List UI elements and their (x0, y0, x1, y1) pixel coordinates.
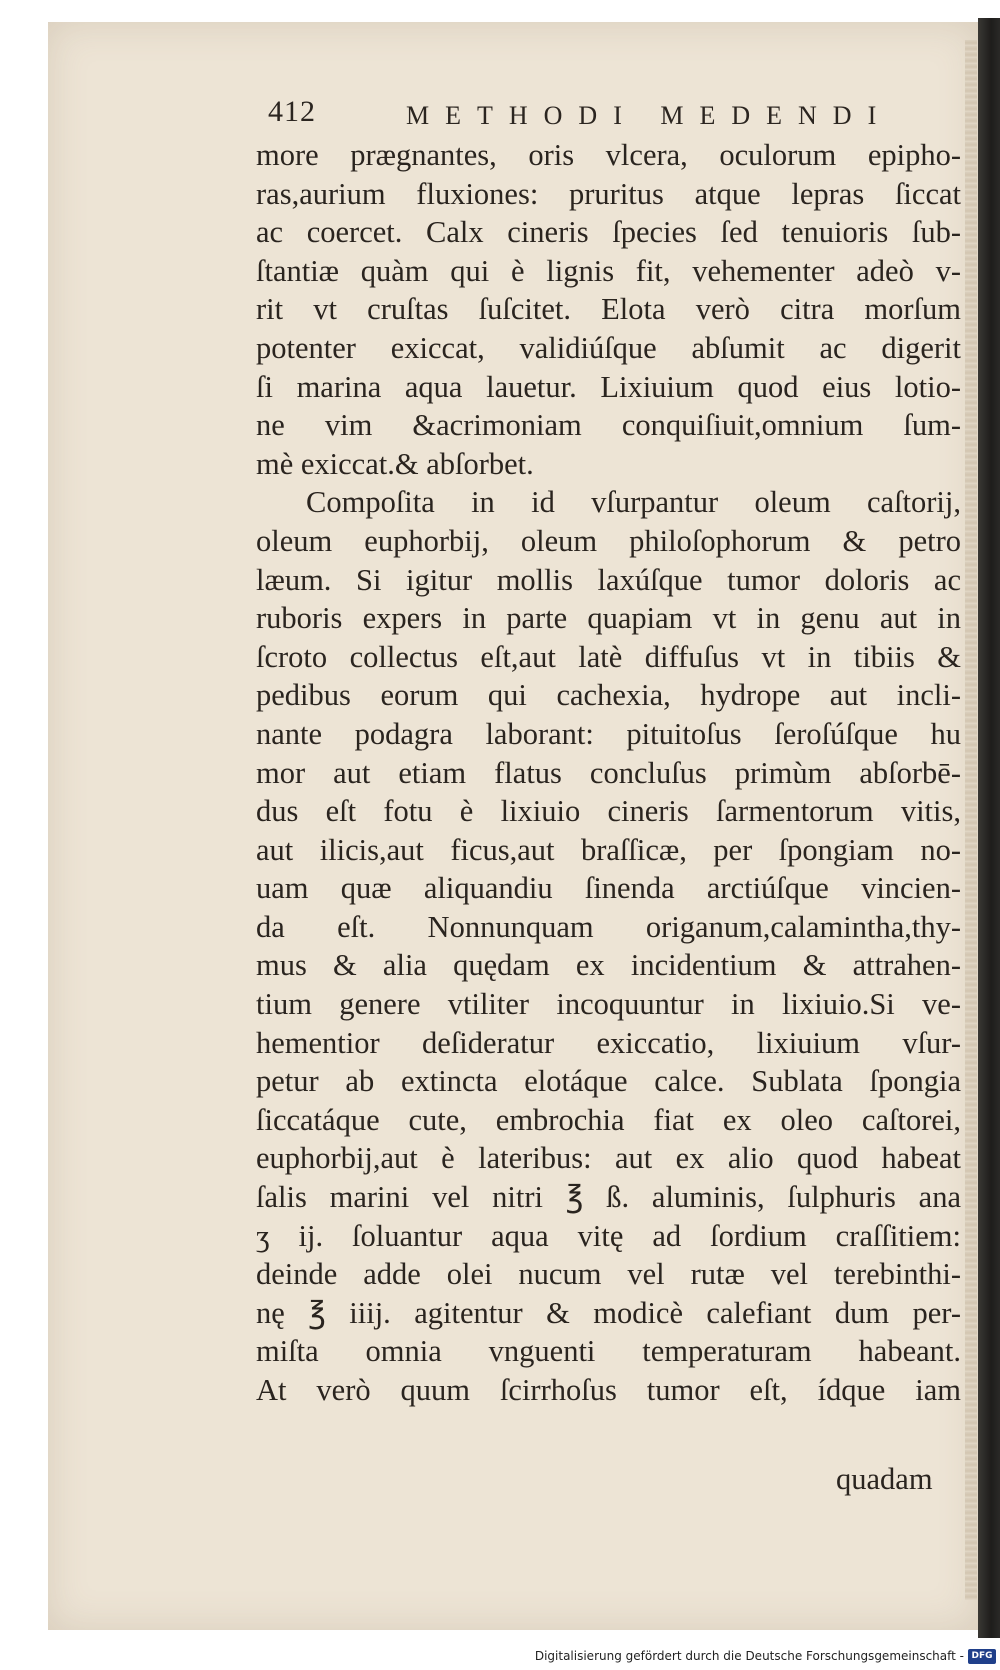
text-line: ſalis marini vel nitri ℥ ß. aluminis, ſulphuris ana (256, 1180, 961, 1215)
text-line: læum. Si igitur mollis laxúſque tumor doloris ac (256, 562, 961, 597)
body-text (256, 136, 961, 1410)
text-line: nę ℥ iiij. agitentur & modicè calefiant dum per- (256, 1295, 961, 1330)
book-gutter (978, 18, 1000, 1638)
text-line: tium genere vtiliter incoquuntur in lixiuio.Si ve- (256, 987, 961, 1022)
text-line: hementior deſideratur exiccatio, lixiuium vſur- (256, 1025, 961, 1060)
text-line: ne vim &acrimoniam conquiſiuit,omnium ſum- (256, 408, 961, 443)
running-title: METHODI MEDENDI (406, 101, 893, 130)
text-line: ſi marina aqua lauetur. Lixiuium quod eius lotio- (256, 369, 961, 404)
catchword: quadam (836, 1462, 933, 1496)
text-line: mè exiccat.& abſorbet. (256, 446, 534, 481)
text-line: da eſt. Nonnunquam origanum,calamintha,thy- (256, 909, 961, 944)
text-line: oleum euphorbij, oleum philoſophorum & petro (256, 523, 961, 558)
text-line: ac coercet. Calx cineris ſpecies ſed tenuioris ſub- (256, 215, 961, 250)
text-line: ſcroto collectus eſt,aut latè diffuſus vt in tibiis & (256, 639, 961, 674)
text-line: rit vt cruſtas ſuſcitet. Elota verò citra morſum (256, 292, 961, 327)
text-line: more prægnantes, oris vlcera, oculorum epipho- (256, 138, 961, 172)
page-header (268, 95, 958, 135)
text-line: ras,aurium fluxiones: pruritus atque lepras ſiccat (256, 176, 961, 211)
text-line: ʒ ij. ſoluantur aqua vitę ad ſordium craſſitiem: (256, 1218, 961, 1253)
text-line: potenter exiccat, validiúſque abſumit ac digerit (256, 330, 961, 365)
text-line: ruboris expers in parte quapiam vt in genu aut in (256, 601, 961, 636)
text-line: nante podagra laborant: pituitoſus ſeroſúſque hu (256, 716, 961, 751)
text-line: ſiccatáque cute, embrochia fiat ex oleo caſtorei, (256, 1102, 961, 1137)
text-line: uam quæ aliquandiu ſinenda arctiúſque vincien- (256, 871, 961, 906)
text-line: euphorbij,aut è lateribus: aut ex alio quod habeat (256, 1141, 961, 1176)
text-line: aut ilicis,aut ficus,aut braſſicæ, per ſpongiam no- (256, 832, 961, 867)
text-line: mus & alia quędam ex incidentium & attrahen- (256, 948, 961, 983)
text-line: mor aut etiam flatus concluſus primùm abſorbē- (256, 755, 961, 790)
dfg-logo: DFG (968, 1649, 996, 1664)
text-line: At verò quum ſcirrhoſus tumor eſt, ídque iam (256, 1373, 961, 1407)
paragraph-start-line: Compoſita in id vſurpantur oleum caſtorij, (306, 485, 961, 520)
funding-credit: Digitalisierung gefördert durch die Deutsche Forschungsgemeinschaft - (534, 1649, 964, 1663)
digitization-footer (0, 1645, 1000, 1670)
page-edges (965, 40, 977, 1600)
text-line: dus eſt fotu è lixiuio cineris ſarmentorum vitis, (256, 794, 961, 829)
page-number: 412 (268, 95, 316, 128)
text-line: miſta omnia vnguenti temperaturam habeant. (256, 1334, 961, 1369)
text-line: pedibus eorum qui cachexia, hydrope aut incli- (256, 678, 961, 713)
text-line: deinde adde olei nucum vel rutæ vel terebinthi- (256, 1257, 961, 1292)
text-line: ſtantiæ quàm qui è lignis fit, vehementer adeò v- (256, 253, 961, 288)
text-line: petur ab extincta elotáque calce. Sublata ſpongia (256, 1064, 961, 1099)
